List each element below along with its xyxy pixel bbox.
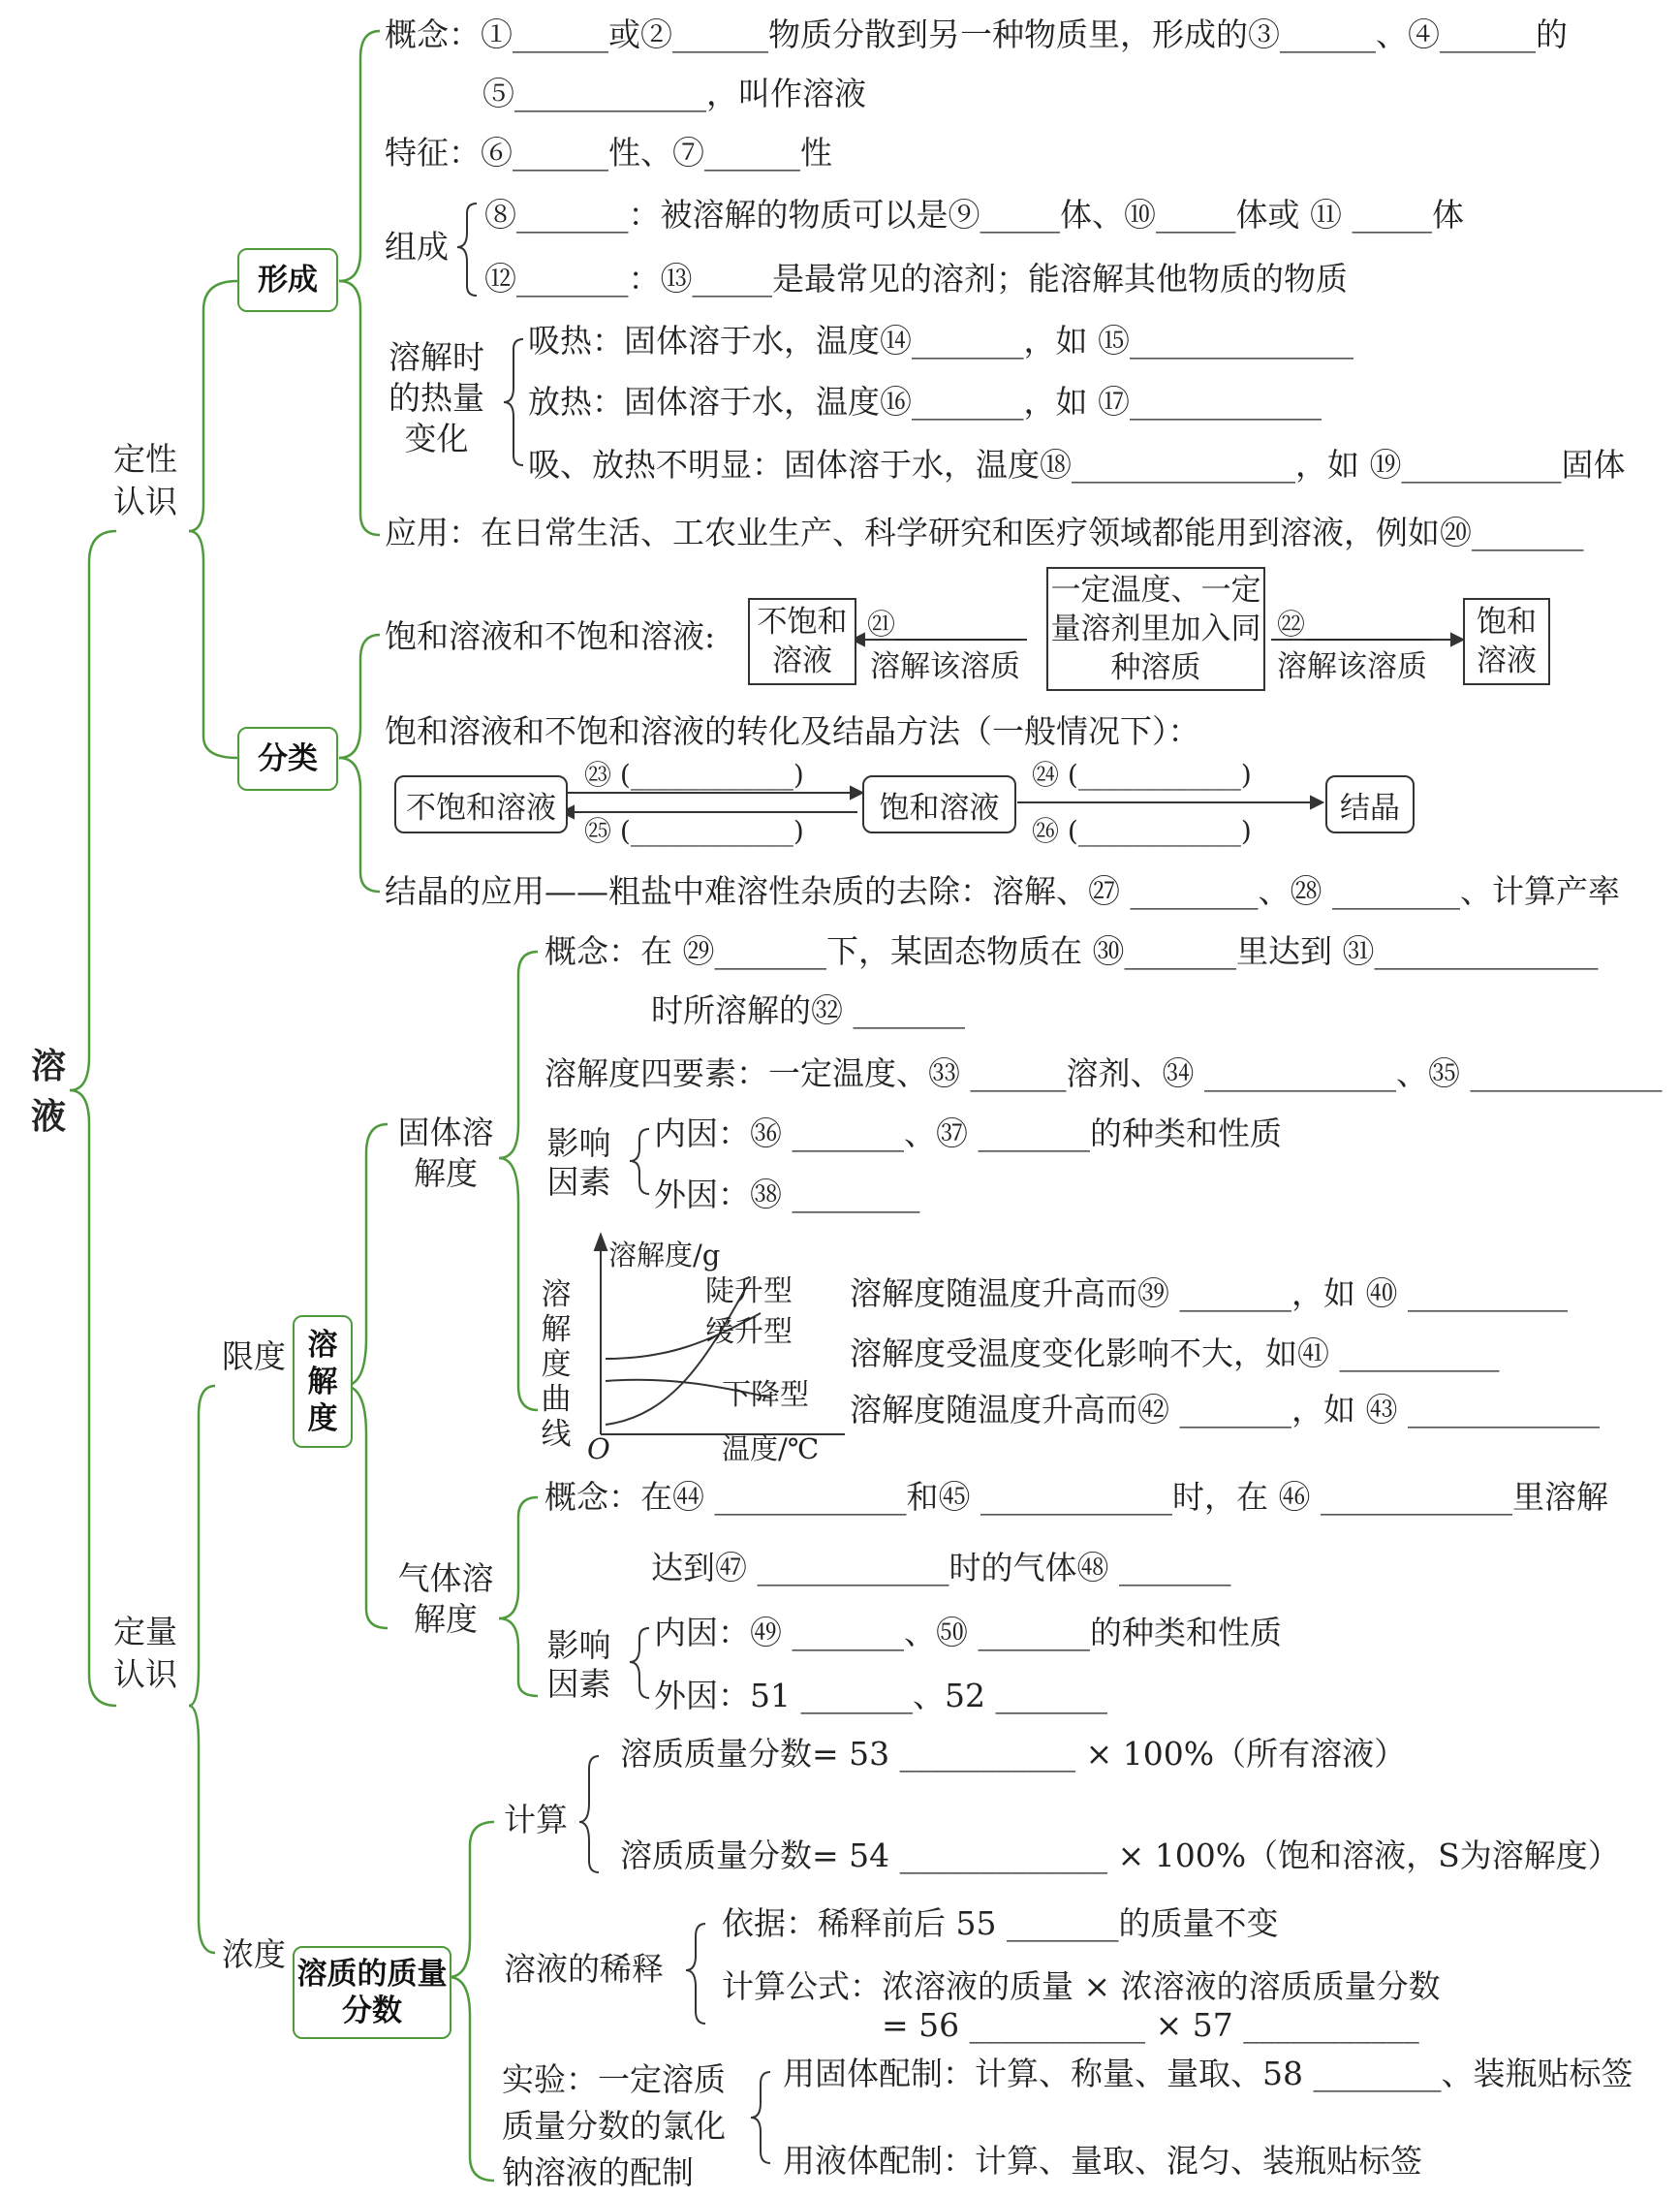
solid-four-elements: 溶解度四要素：一定温度、㉝ ______溶剂、㉞ ____________、㉟ ____________ xyxy=(544,1054,1663,1092)
arrow-26-label: ㉖ (____________) xyxy=(1032,815,1252,847)
formation-box: 形成 xyxy=(237,248,338,312)
mass-fraction-box: 溶质的质量分数 xyxy=(293,1946,451,2039)
formation-concept-2: ⑤____________，叫作溶液 xyxy=(482,75,866,112)
composition-solute: ⑧_______：被溶解的物质可以是⑨_____体、⑩_____体或 ⑪ _____体 xyxy=(484,196,1464,234)
formation-application: 应用：在日常生活、工农业生产、科学研究和医疗领域都能用到溶液，例如⑳_______ xyxy=(385,514,1584,551)
formation-concept-1: 概念：①______或②______物质分散到另一种物质里，形成的③______、④______的 xyxy=(385,16,1568,53)
curve-type-1: 溶解度随温度升高而㊴ _______，如 ㊵ __________ xyxy=(850,1274,1568,1312)
root-topic: 溶液 xyxy=(30,1047,66,1137)
gas-concept-2: 达到㊼ ____________时的气体㊽ _______ xyxy=(651,1549,1231,1586)
gas-concept-1: 概念：在㊹ ____________和㊺ ____________时，在 ㊻ ____________里溶解 xyxy=(544,1478,1608,1516)
experiment-label: 实验：一定溶质质量分数的氯化钠溶液的配制 xyxy=(502,2060,726,2191)
solid-solubility-label: 固体溶解度 xyxy=(397,1114,494,1192)
solid-concept-2: 时所溶解的㉜ _______ xyxy=(651,991,965,1029)
arrow-24-label: ㉔ (____________) xyxy=(1032,759,1252,791)
curve-y-axis: 溶解度/g xyxy=(608,1239,721,1272)
dilution-formula-2: = 56 ___________ × 57 ___________ xyxy=(882,2006,1419,2044)
qualitative-branch: 定性认识 xyxy=(113,440,177,520)
condition-22: ㉒_________ xyxy=(1277,608,1432,641)
curve-x-axis: 温度/℃ xyxy=(722,1432,820,1465)
condition-21: ㉑_________ xyxy=(867,608,1022,641)
arrow-23-label: ㉓ (____________) xyxy=(584,759,804,791)
crystal-application: 结晶的应用——粗盐中难溶性杂质的去除：溶解、㉗ ________、㉘ ________、计算产率 xyxy=(385,872,1620,910)
heat-absorb: 吸热：固体溶于水，温度⑭_______，如 ⑮______________ xyxy=(528,322,1353,360)
composition-label: 组成 xyxy=(385,228,449,266)
formation-feature: 特征：⑥______性、⑦______性 xyxy=(385,134,832,172)
node-unsaturated: 不饱和溶液 xyxy=(394,775,568,833)
curve-origin: O xyxy=(587,1432,610,1465)
saturated-box: 饱和溶液 xyxy=(1463,598,1550,685)
node-saturated: 饱和溶液 xyxy=(862,775,1016,833)
formula-all-solutions: 溶质质量分数= 53 ___________ × 100%（所有溶液） xyxy=(620,1735,1407,1773)
heat-change-label: 溶解时的热量变化 xyxy=(389,338,484,457)
arrow-25-label: ㉕ (____________) xyxy=(584,815,804,847)
curve-decline-label: 下降型 xyxy=(722,1378,809,1412)
quantitative-branch: 定量认识 xyxy=(113,1613,177,1693)
heat-release: 放热：固体溶于水，温度⑯_______，如 ⑰____________ xyxy=(528,383,1322,421)
dilution-basis: 依据：稀释前后 55 _______的质量不变 xyxy=(722,1904,1279,1942)
curve-label: 溶解度曲线 xyxy=(541,1277,572,1452)
solid-concept-1: 概念：在 ㉙_______下，某固态物质在 ㉚_______里达到 ㉛______________ xyxy=(544,932,1599,970)
dilution-label: 溶液的稀释 xyxy=(504,1950,664,1988)
dissolve-label-2: 溶解该溶质 xyxy=(1277,649,1427,684)
gas-factors-label: 影响因素 xyxy=(546,1626,611,1703)
gas-external: 外因：51 _______、52 _______ xyxy=(654,1677,1107,1714)
gas-internal: 内因：㊾ _______、㊿ _______的种类和性质 xyxy=(654,1614,1282,1651)
classification-box: 分类 xyxy=(237,727,338,791)
saturation-label: 饱和溶液和不饱和溶液: xyxy=(385,617,716,655)
liquid-preparation: 用液体配制：计算、量取、混匀、装瓶贴标签 xyxy=(783,2142,1422,2180)
curve-type-2: 溶解度受温度变化影响不大，如㊶ __________ xyxy=(850,1334,1500,1372)
solid-external: 外因：㊳ ________ xyxy=(654,1176,920,1213)
concentration-label: 浓度 xyxy=(222,1935,286,1973)
curve-steep-label: 陡升型 xyxy=(705,1274,793,1308)
unsaturated-box: 不饱和溶液 xyxy=(748,598,856,685)
heat-neutral: 吸、放热不明显：固体溶于水，温度⑱______________，如 ⑲__________固体 xyxy=(528,446,1626,484)
dissolve-label-1: 溶解该溶质 xyxy=(870,649,1020,684)
composition-solvent: ⑫_______：⑬_____是最常见的溶剂；能溶解其他物质的物质 xyxy=(484,260,1348,298)
formula-saturated: 溶质质量分数= 54 _____________ × 100%（饱和溶液，S为溶解度） xyxy=(620,1837,1620,1874)
center-condition-box: 一定温度、一定量溶剂里加入同种溶质 xyxy=(1046,567,1265,691)
gas-solubility-label: 气体溶解度 xyxy=(397,1559,494,1638)
curve-type-3: 溶解度随温度升高而㊷ _______，如 ㊸ ____________ xyxy=(850,1391,1600,1429)
limit-label: 限度 xyxy=(222,1337,286,1375)
calc-label: 计算 xyxy=(504,1801,568,1838)
solid-internal: 内因：㊱ _______、㊲ _______的种类和性质 xyxy=(654,1115,1282,1152)
curve-gentle-label: 缓升型 xyxy=(705,1315,793,1349)
solid-preparation: 用固体配制：计算、称量、量取、58 ________、装瓶贴标签 xyxy=(783,2055,1633,2092)
solubility-box: 溶解度 xyxy=(293,1315,353,1448)
transform-title: 饱和溶液和不饱和溶液的转化及结晶方法（一般情况下）： xyxy=(385,712,1200,750)
node-crystal: 结晶 xyxy=(1325,775,1415,833)
dilution-formula-1: 计算公式：浓溶液的质量 × 浓溶液的溶质质量分数 xyxy=(722,1967,1441,2005)
solid-factors-label: 影响因素 xyxy=(546,1124,611,1201)
